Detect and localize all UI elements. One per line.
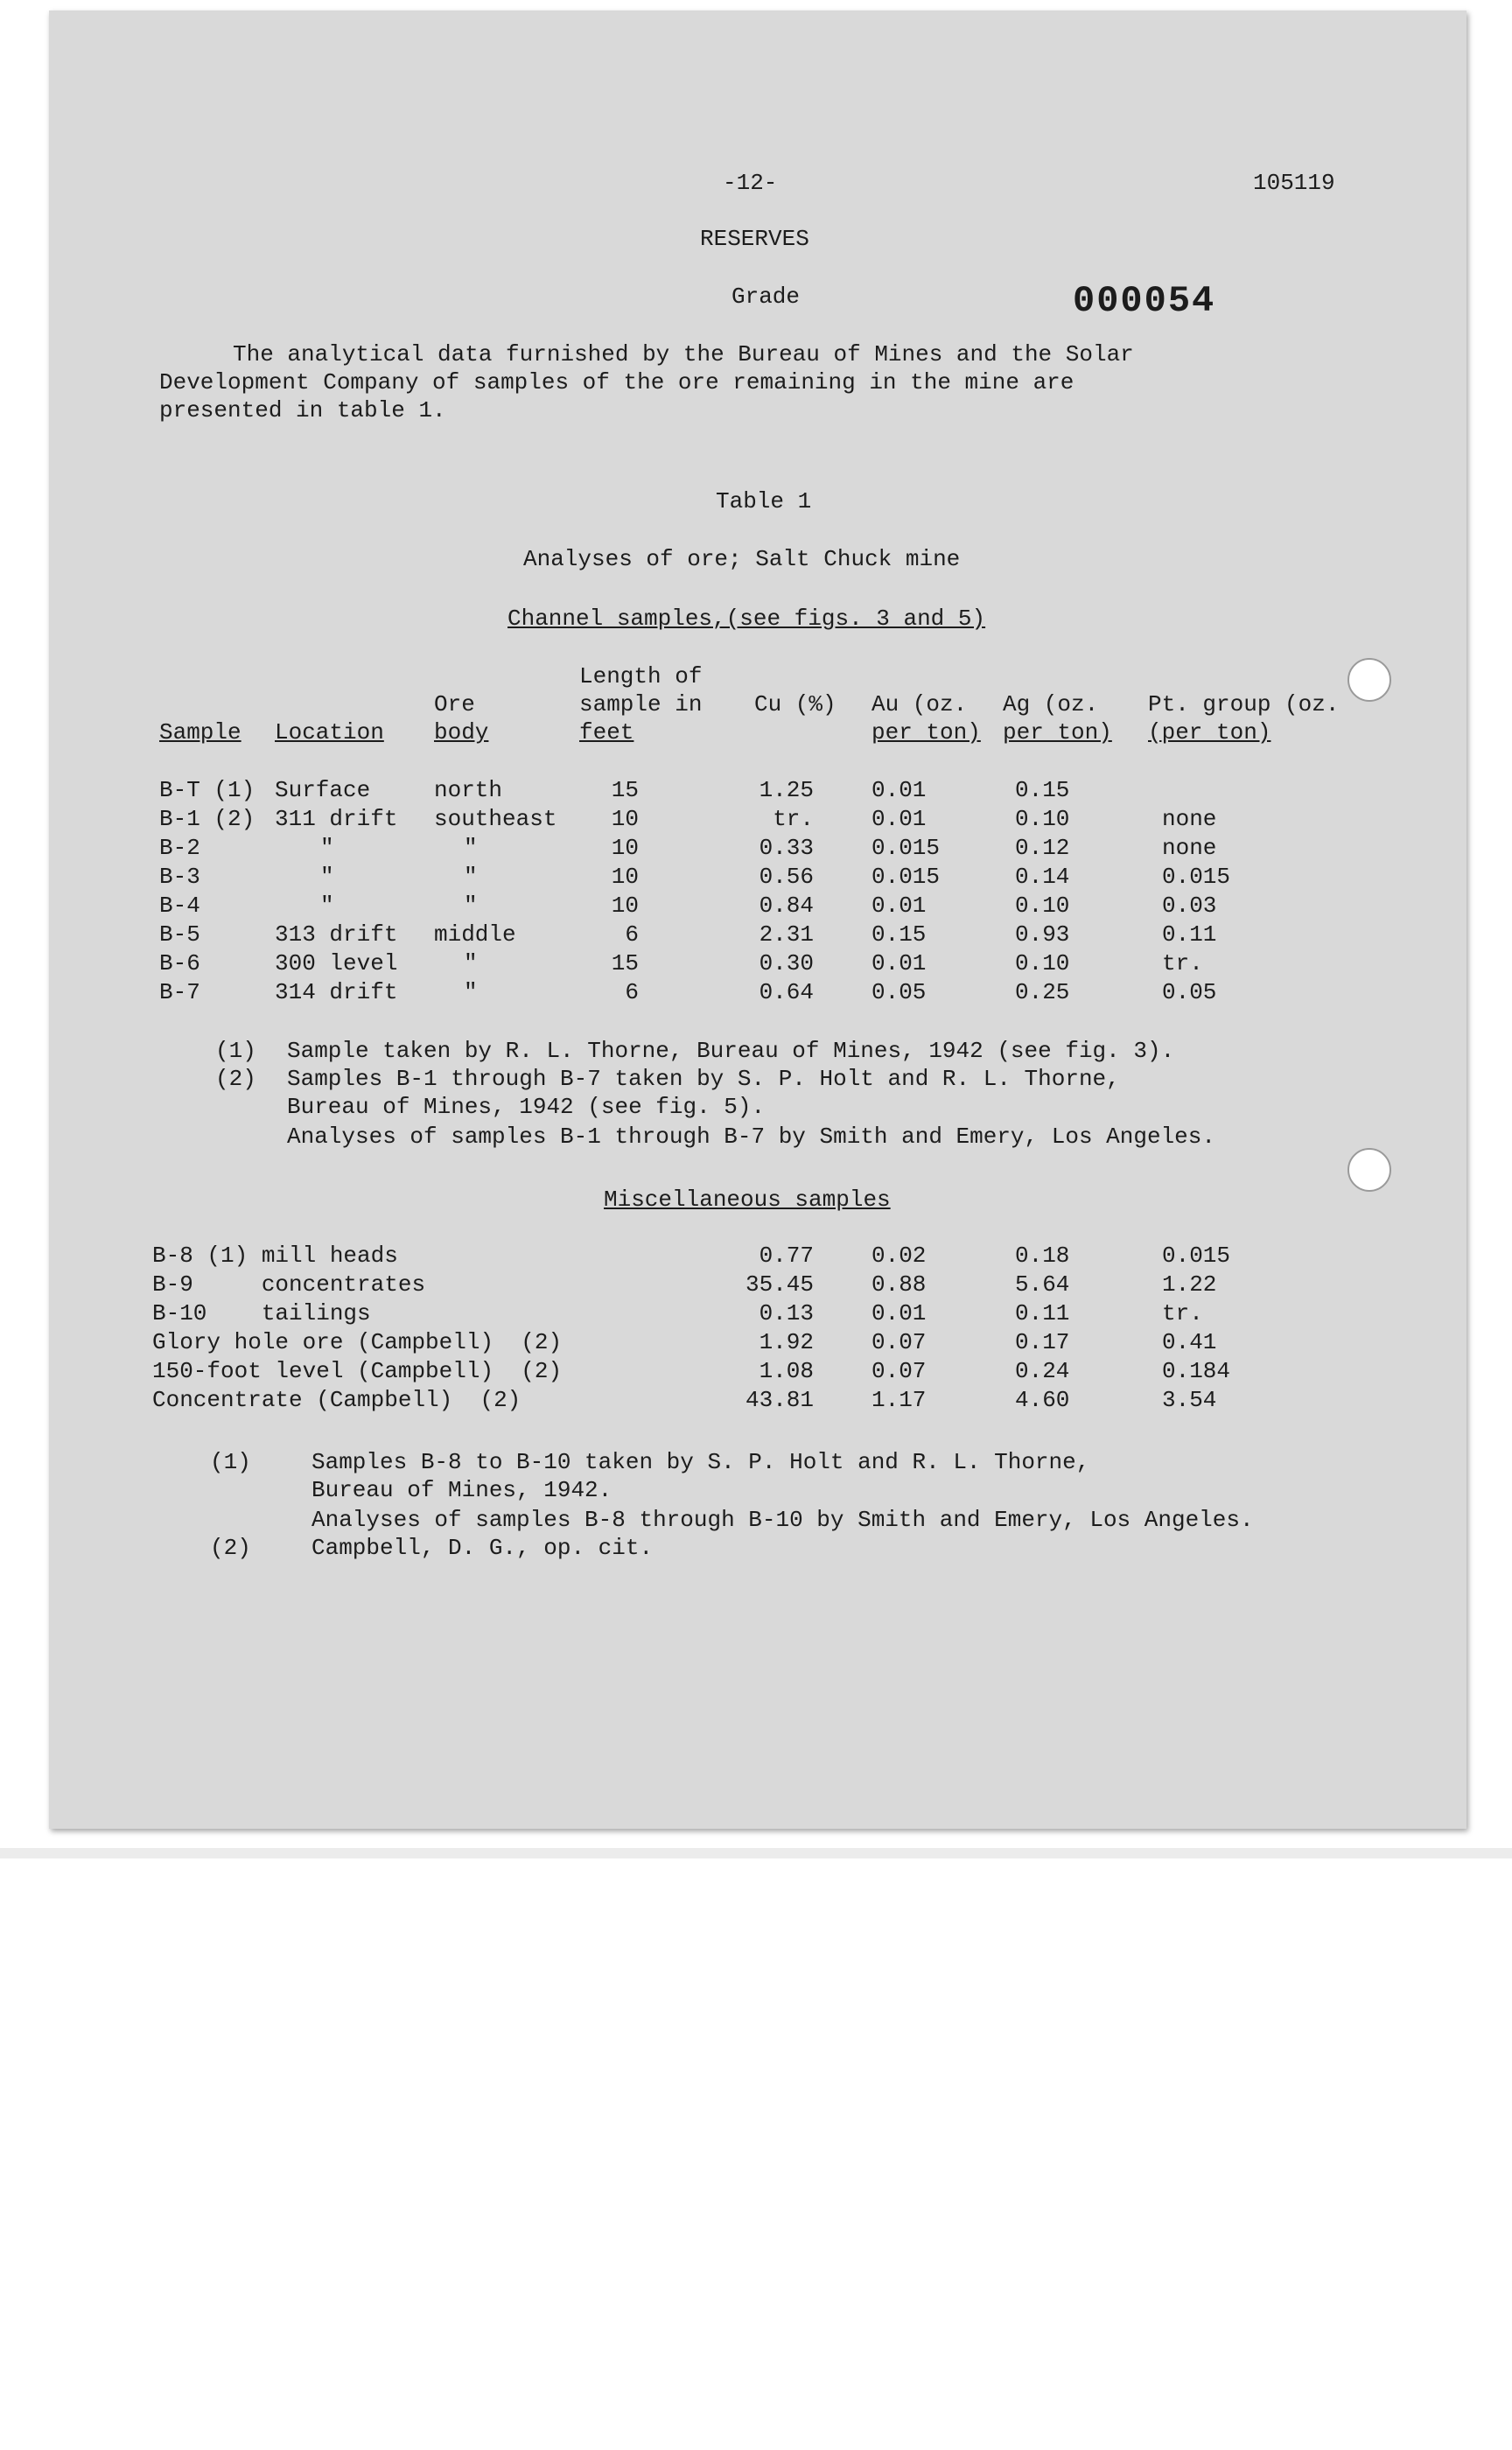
cell-cu: 0.33	[759, 835, 814, 861]
cell-location: 311 drift	[275, 806, 398, 832]
cell-cu: 0.64	[759, 979, 814, 1005]
cell-length: 15	[611, 777, 639, 803]
stamp-number: 000054	[1073, 280, 1216, 322]
cell-cu: 0.13	[759, 1300, 814, 1326]
cell-location: 300 level	[275, 950, 398, 976]
cell-body: "	[464, 864, 478, 890]
misc-samples-heading: Miscellaneous samples	[604, 1186, 891, 1213]
cell-sample: B-4	[159, 892, 200, 919]
cell-location: "	[320, 864, 334, 890]
cell-ag: 5.64	[1015, 1271, 1070, 1298]
cell-ag: 4.60	[1015, 1387, 1070, 1413]
table-caption: Analyses of ore; Salt Chuck mine	[523, 546, 961, 572]
cell-ag: 0.25	[1015, 979, 1070, 1005]
section-title: RESERVES	[700, 226, 809, 252]
cell-ag: 0.15	[1015, 777, 1070, 803]
cell-cu: 0.84	[759, 892, 814, 919]
cell-au: 0.07	[872, 1358, 927, 1384]
cell-pt: 0.015	[1162, 1242, 1231, 1269]
misc-label: Concentrate (Campbell) (2)	[152, 1387, 522, 1413]
cell-body: middle	[434, 921, 516, 948]
cell-length: 6	[625, 979, 639, 1005]
cell-length: 15	[611, 950, 639, 976]
cell-pt: 1.22	[1162, 1271, 1217, 1298]
cell-cu: 1.25	[759, 777, 814, 803]
footnote-text: Campbell, D. G., op. cit.	[312, 1535, 654, 1561]
cell-au: 0.02	[872, 1242, 927, 1269]
cell-au: 0.01	[872, 1300, 927, 1326]
misc-label: 150-foot level (Campbell) (2)	[152, 1358, 563, 1384]
cell-sample: B-6	[159, 950, 200, 976]
document-number: 105119	[1253, 170, 1335, 196]
cell-au: 0.05	[872, 979, 927, 1005]
cell-au: 0.01	[872, 950, 927, 976]
footnote-mark: (1)	[215, 1038, 256, 1064]
cell-ag: 0.10	[1015, 950, 1070, 976]
cell-location: "	[320, 835, 334, 861]
misc-label: Glory hole ore (Campbell) (2)	[152, 1329, 563, 1355]
cell-pt: 3.54	[1162, 1387, 1217, 1413]
cell-length: 10	[611, 835, 639, 861]
cell-pt: none	[1162, 806, 1217, 832]
col-header-ag-unit: per ton)	[1003, 719, 1112, 746]
cell-pt: tr.	[1162, 950, 1203, 976]
cell-sample: B-7	[159, 979, 200, 1005]
col-header-cu: Cu (%)	[754, 691, 836, 718]
footnote-text: Analyses of samples B-8 through B-10 by Smith and Emery, Los Angeles.	[312, 1507, 1254, 1533]
misc-label: B-8 (1) mill heads	[152, 1242, 398, 1269]
cell-ag: 0.12	[1015, 835, 1070, 861]
subsection-title: Grade	[732, 284, 801, 310]
channel-samples-heading: Channel samples,(see figs. 3 and 5)	[508, 606, 986, 632]
cell-body: north	[434, 777, 503, 803]
cell-pt: 0.11	[1162, 921, 1217, 948]
cell-location: 313 drift	[275, 921, 398, 948]
col-header-length: Length of	[579, 663, 703, 690]
col-header-length: sample in	[579, 691, 703, 718]
cell-au: 1.17	[872, 1387, 927, 1413]
col-header-ag: Ag (oz.	[1003, 691, 1099, 718]
cell-cu: 0.56	[759, 864, 814, 890]
page-number: -12-	[723, 170, 778, 196]
cell-cu: 1.92	[759, 1329, 814, 1355]
footnote-mark: (2)	[210, 1535, 251, 1561]
cell-pt: 0.03	[1162, 892, 1217, 919]
misc-label: B-9 concentrates	[152, 1271, 426, 1298]
cell-au: 0.015	[872, 835, 941, 861]
col-header-au: Au (oz.	[872, 691, 968, 718]
cell-sample: B-1 (2)	[159, 806, 256, 832]
col-header-au-unit: per ton)	[872, 719, 981, 746]
punch-hole	[1348, 658, 1391, 702]
footnote-text: Sample taken by R. L. Thorne, Bureau of Mines, 1942 (see fig. 3).	[287, 1038, 1175, 1064]
footnote-text: Bureau of Mines, 1942 (see fig. 5).	[287, 1094, 766, 1120]
cell-cu: 0.77	[759, 1242, 814, 1269]
cell-ag: 0.10	[1015, 806, 1070, 832]
cell-cu: 1.08	[759, 1358, 814, 1384]
cell-body: "	[464, 892, 478, 919]
cell-pt: 0.41	[1162, 1329, 1217, 1355]
cell-sample: B-5	[159, 921, 200, 948]
table-title: Table 1	[716, 488, 812, 514]
cell-ag: 0.10	[1015, 892, 1070, 919]
footnote-text: Samples B-8 to B-10 taken by S. P. Holt and R. L. Thorne,	[312, 1449, 1090, 1475]
cell-cu: 43.81	[745, 1387, 814, 1413]
cell-au: 0.015	[872, 864, 941, 890]
cell-body: "	[464, 950, 478, 976]
cell-length: 6	[625, 921, 639, 948]
cell-sample: B-2	[159, 835, 200, 861]
cell-cu: 0.30	[759, 950, 814, 976]
cell-body: "	[464, 835, 478, 861]
cell-au: 0.15	[872, 921, 927, 948]
cell-body: southeast	[434, 806, 557, 832]
cell-pt: 0.05	[1162, 979, 1217, 1005]
intro-line: Development Company of samples of the ore remaining in the mine are	[159, 369, 1074, 396]
cell-pt: 0.015	[1162, 864, 1231, 890]
footnote-text: Bureau of Mines, 1942.	[312, 1477, 612, 1503]
cell-length: 10	[611, 864, 639, 890]
footnote-mark: (1)	[210, 1449, 251, 1475]
cell-length: 10	[611, 806, 639, 832]
cell-sample: B-3	[159, 864, 200, 890]
cell-ag: 0.14	[1015, 864, 1070, 890]
cell-ag: 0.11	[1015, 1300, 1070, 1326]
cell-au: 0.88	[872, 1271, 927, 1298]
cell-au: 0.07	[872, 1329, 927, 1355]
cell-location: Surface	[275, 777, 371, 803]
cell-ag: 0.17	[1015, 1329, 1070, 1355]
col-header-location: Location	[275, 719, 384, 746]
col-header-ore: Ore	[434, 691, 475, 718]
cell-ag: 0.93	[1015, 921, 1070, 948]
footnote-text: Samples B-1 through B-7 taken by S. P. Holt and R. L. Thorne,	[287, 1066, 1120, 1092]
col-header-body: body	[434, 719, 489, 746]
intro-line: presented in table 1.	[159, 397, 446, 424]
col-header-pt-unit: (per ton)	[1148, 719, 1271, 746]
cell-pt: 0.184	[1162, 1358, 1231, 1384]
col-header-feet: feet	[579, 719, 634, 746]
cell-pt: none	[1162, 835, 1217, 861]
punch-hole	[1348, 1148, 1391, 1192]
footnote-text: Analyses of samples B-1 through B-7 by Smith and Emery, Los Angeles.	[287, 1124, 1215, 1150]
footnote-mark: (2)	[215, 1066, 256, 1092]
misc-label: B-10 tailings	[152, 1300, 371, 1326]
cell-location: 314 drift	[275, 979, 398, 1005]
cell-au: 0.01	[872, 892, 927, 919]
col-header-pt: Pt. group (oz.	[1148, 691, 1340, 718]
cell-au: 0.01	[872, 806, 927, 832]
cell-cu: 35.45	[745, 1271, 814, 1298]
cell-pt: tr.	[1162, 1300, 1203, 1326]
cell-ag: 0.18	[1015, 1242, 1070, 1269]
page-edge-strip	[0, 1848, 1512, 1858]
cell-sample: B-T (1)	[159, 777, 256, 803]
cell-length: 10	[611, 892, 639, 919]
intro-line: The analytical data furnished by the Bureau of Mines and the Solar	[233, 341, 1134, 368]
cell-body: "	[464, 979, 478, 1005]
cell-cu: tr.	[773, 806, 814, 832]
cell-cu: 2.31	[759, 921, 814, 948]
col-header-sample: Sample	[159, 719, 242, 746]
cell-au: 0.01	[872, 777, 927, 803]
cell-location: "	[320, 892, 334, 919]
cell-ag: 0.24	[1015, 1358, 1070, 1384]
